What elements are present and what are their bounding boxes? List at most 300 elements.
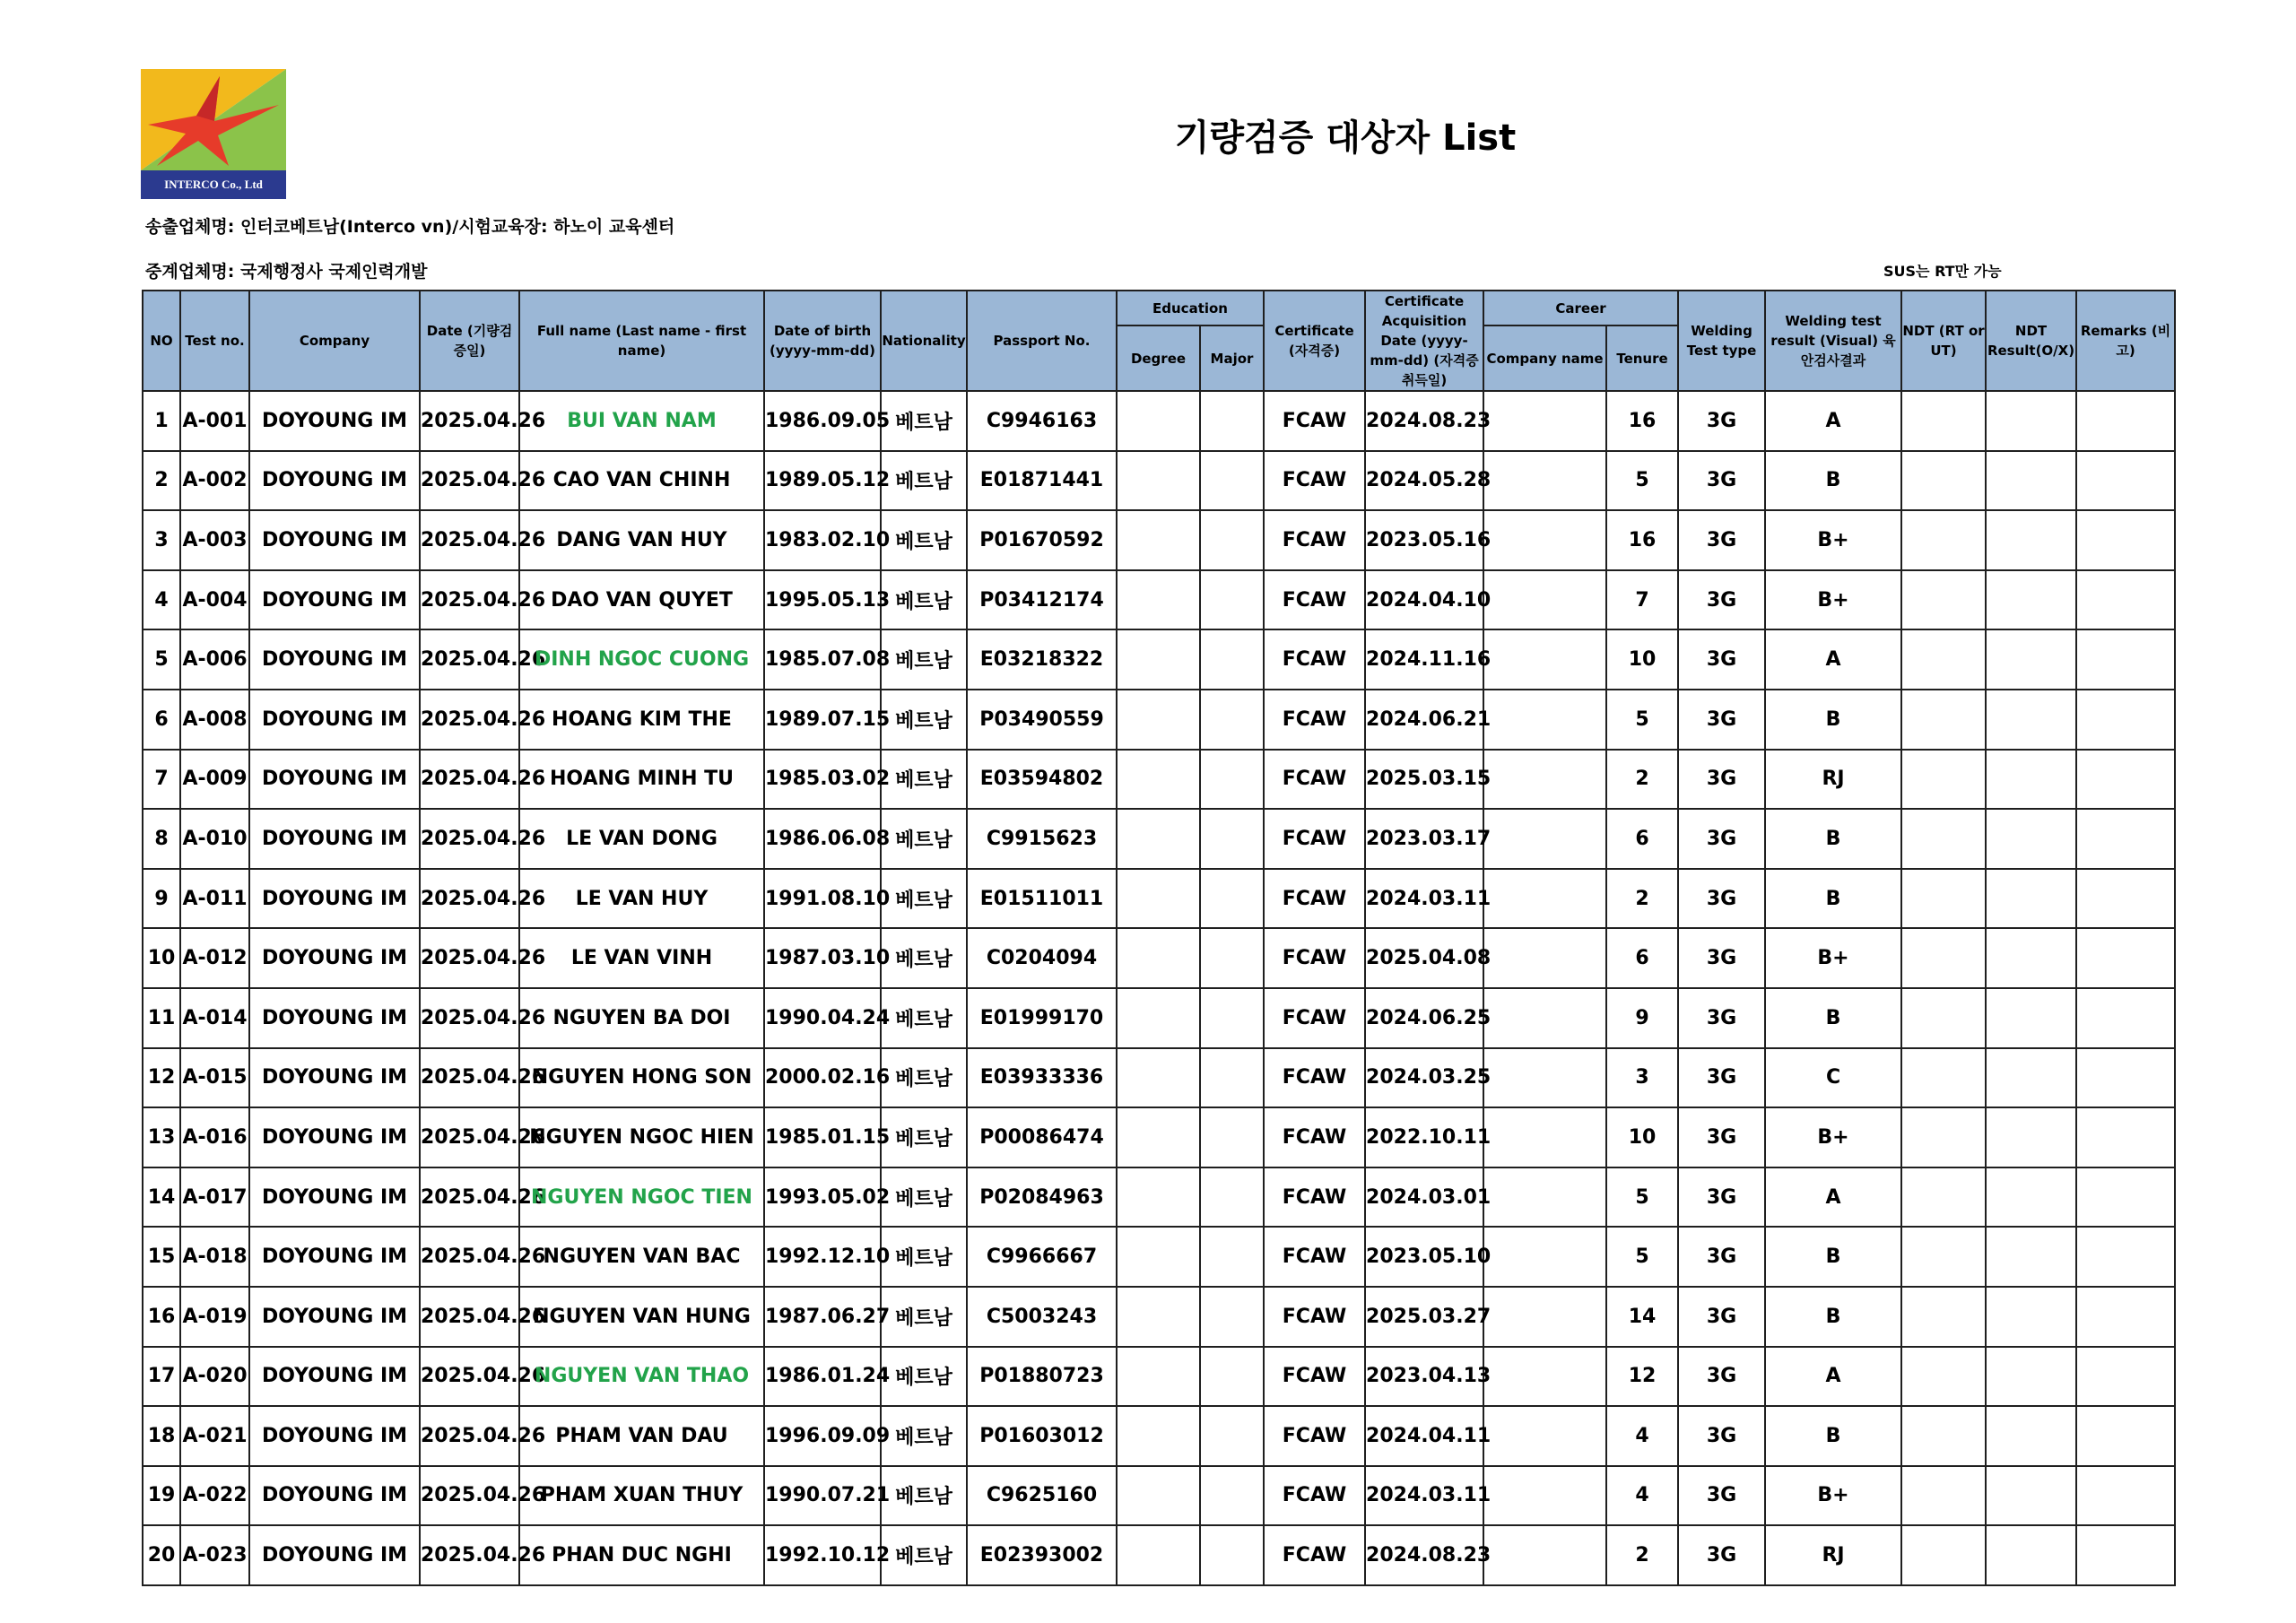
cell-date: 2025.04.26: [420, 1525, 519, 1585]
table-row: [143, 1466, 2175, 1526]
cell-remarks: [2076, 1167, 2175, 1228]
cell-test-no: A-012: [180, 928, 249, 988]
cell-test-no: A-008: [180, 690, 249, 750]
cell-welding-type: 3G: [1678, 629, 1765, 690]
company-logo: [141, 69, 286, 199]
cell-cert-date: 2024.06.21: [1365, 690, 1483, 750]
cell-major: [1200, 1287, 1264, 1347]
cell-date: 2025.04.26: [420, 1167, 519, 1228]
cell-welding-result: C: [1765, 1048, 1901, 1108]
cell-dob: 1992.12.10: [764, 1227, 881, 1287]
cell-company: DOYOUNG IM: [249, 451, 420, 511]
cell-major: [1200, 1525, 1264, 1585]
col-header-career: Career: [1483, 291, 1678, 325]
cell-remarks: [2076, 1347, 2175, 1407]
cell-certificate: FCAW: [1264, 1227, 1365, 1287]
cell-no: 15: [143, 1227, 180, 1287]
cell-degree: [1117, 510, 1200, 570]
cell-ndt: [1901, 451, 1986, 511]
cell-ndt-result: [1986, 750, 2076, 810]
cell-career-company: [1483, 629, 1606, 690]
cell-nationality: 베트남: [881, 1107, 967, 1167]
cell-full-name: NGUYEN HONG SON: [519, 1048, 764, 1108]
cell-ndt: [1901, 988, 1986, 1048]
cell-certificate: FCAW: [1264, 391, 1365, 451]
cell-major: [1200, 629, 1264, 690]
cell-company: DOYOUNG IM: [249, 1406, 420, 1466]
cell-welding-type: 3G: [1678, 451, 1765, 511]
cell-welding-result: A: [1765, 391, 1901, 451]
cell-degree: [1117, 1167, 1200, 1228]
cell-full-name: PHAM XUAN THUY: [519, 1466, 764, 1526]
cell-welding-type: 3G: [1678, 1287, 1765, 1347]
col-header-degree: Degree: [1117, 325, 1200, 391]
cell-ndt-result: [1986, 1227, 2076, 1287]
cell-tenure: 2: [1606, 750, 1678, 810]
cell-cert-date: 2024.05.28: [1365, 451, 1483, 511]
cell-dob: 1989.07.15: [764, 690, 881, 750]
cell-passport: E03933336: [967, 1048, 1117, 1108]
cell-tenure: 10: [1606, 629, 1678, 690]
cell-tenure: 14: [1606, 1287, 1678, 1347]
cell-ndt-result: [1986, 1048, 2076, 1108]
cell-remarks: [2076, 391, 2175, 451]
cell-major: [1200, 928, 1264, 988]
cell-dob: 1990.07.21: [764, 1466, 881, 1526]
col-header-dob: Date of birth (yyyy-mm-dd): [764, 291, 881, 391]
cell-welding-type: 3G: [1678, 510, 1765, 570]
cell-nationality: 베트남: [881, 1347, 967, 1407]
table-row: [143, 451, 2175, 511]
cell-date: 2025.04.26: [420, 451, 519, 511]
cell-remarks: [2076, 750, 2175, 810]
cell-passport: P02084963: [967, 1167, 1117, 1228]
cell-career-company: [1483, 869, 1606, 929]
cell-career-company: [1483, 1406, 1606, 1466]
cell-ndt: [1901, 391, 1986, 451]
cell-major: [1200, 1347, 1264, 1407]
cell-certificate: FCAW: [1264, 1347, 1365, 1407]
cell-cert-date: 2023.05.16: [1365, 510, 1483, 570]
cell-welding-type: 3G: [1678, 1347, 1765, 1407]
cell-no: 14: [143, 1167, 180, 1228]
cell-ndt-result: [1986, 928, 2076, 988]
cell-tenure: 6: [1606, 928, 1678, 988]
cell-certificate: FCAW: [1264, 869, 1365, 929]
col-header-education: Education: [1117, 291, 1264, 325]
cell-career-company: [1483, 510, 1606, 570]
cell-cert-date: 2024.04.11: [1365, 1406, 1483, 1466]
cell-certificate: FCAW: [1264, 690, 1365, 750]
cell-company: DOYOUNG IM: [249, 1167, 420, 1228]
cell-remarks: [2076, 1406, 2175, 1466]
cell-full-name: LE VAN HUY: [519, 869, 764, 929]
cell-major: [1200, 1227, 1264, 1287]
cell-full-name: DAO VAN QUYET: [519, 570, 764, 630]
cell-company: DOYOUNG IM: [249, 570, 420, 630]
cell-dob: 1990.04.24: [764, 988, 881, 1048]
cell-passport: E03594802: [967, 750, 1117, 810]
cell-welding-result: B+: [1765, 570, 1901, 630]
cell-welding-type: 3G: [1678, 1227, 1765, 1287]
cell-cert-date: 2023.05.10: [1365, 1227, 1483, 1287]
cell-ndt-result: [1986, 1466, 2076, 1526]
cell-welding-result: A: [1765, 1347, 1901, 1407]
cell-certificate: FCAW: [1264, 809, 1365, 869]
cell-welding-result: B: [1765, 809, 1901, 869]
cell-nationality: 베트남: [881, 690, 967, 750]
cell-date: 2025.04.26: [420, 1227, 519, 1287]
cell-ndt-result: [1986, 391, 2076, 451]
table-row: [143, 1525, 2175, 1585]
cell-full-name: NGUYEN VAN BAC: [519, 1227, 764, 1287]
cell-ndt-result: [1986, 1167, 2076, 1228]
cell-welding-result: B+: [1765, 1107, 1901, 1167]
cell-date: 2025.04.26: [420, 809, 519, 869]
col-header-certificate: Certificate (자격증): [1264, 291, 1365, 391]
cell-ndt: [1901, 690, 1986, 750]
cell-welding-type: 3G: [1678, 1406, 1765, 1466]
cell-dob: 1995.05.13: [764, 570, 881, 630]
cell-ndt: [1901, 570, 1986, 630]
cell-major: [1200, 869, 1264, 929]
cell-welding-type: 3G: [1678, 1525, 1765, 1585]
cell-degree: [1117, 451, 1200, 511]
cell-ndt: [1901, 750, 1986, 810]
cell-welding-result: A: [1765, 1167, 1901, 1228]
cell-dob: 1985.07.08: [764, 629, 881, 690]
cell-no: 12: [143, 1048, 180, 1108]
cell-remarks: [2076, 809, 2175, 869]
cell-tenure: 2: [1606, 869, 1678, 929]
col-header-full-name: Full name (Last name - first name): [519, 291, 764, 391]
cell-test-no: A-017: [180, 1167, 249, 1228]
cell-full-name: HOANG MINH TU: [519, 750, 764, 810]
cell-welding-type: 3G: [1678, 988, 1765, 1048]
cell-welding-type: 3G: [1678, 391, 1765, 451]
cell-full-name: CAO VAN CHINH: [519, 451, 764, 511]
cell-nationality: 베트남: [881, 1525, 967, 1585]
sus-note: SUS는 RT만 가능: [1883, 263, 2002, 280]
cell-ndt-result: [1986, 570, 2076, 630]
cell-cert-date: 2024.03.11: [1365, 1466, 1483, 1526]
cell-degree: [1117, 750, 1200, 810]
cell-date: 2025.04.26: [420, 1347, 519, 1407]
cell-nationality: 베트남: [881, 451, 967, 511]
cell-company: DOYOUNG IM: [249, 1525, 420, 1585]
cell-nationality: 베트남: [881, 1406, 967, 1466]
cell-tenure: 5: [1606, 690, 1678, 750]
cell-career-company: [1483, 391, 1606, 451]
cell-ndt: [1901, 1525, 1986, 1585]
cell-company: DOYOUNG IM: [249, 1048, 420, 1108]
cell-test-no: A-016: [180, 1107, 249, 1167]
cell-major: [1200, 451, 1264, 511]
cell-no: 9: [143, 869, 180, 929]
cell-passport: P01670592: [967, 510, 1117, 570]
cell-test-no: A-001: [180, 391, 249, 451]
cell-passport: C5003243: [967, 1287, 1117, 1347]
table-row: [143, 629, 2175, 690]
cell-remarks: [2076, 1107, 2175, 1167]
cell-dob: 2000.02.16: [764, 1048, 881, 1108]
cell-ndt: [1901, 629, 1986, 690]
cell-degree: [1117, 391, 1200, 451]
cell-welding-result: B: [1765, 988, 1901, 1048]
col-header-ndt-result: NDT Result(O/X): [1986, 291, 2076, 391]
cell-major: [1200, 1048, 1264, 1108]
cell-date: 2025.04.26: [420, 750, 519, 810]
table-row: [143, 1287, 2175, 1347]
cell-welding-result: B: [1765, 869, 1901, 929]
cell-nationality: 베트남: [881, 750, 967, 810]
cell-ndt-result: [1986, 1347, 2076, 1407]
cell-date: 2025.04.26: [420, 869, 519, 929]
cell-cert-date: 2024.03.25: [1365, 1048, 1483, 1108]
cell-remarks: [2076, 510, 2175, 570]
cell-nationality: 베트남: [881, 1466, 967, 1526]
cell-career-company: [1483, 928, 1606, 988]
cell-tenure: 2: [1606, 1525, 1678, 1585]
col-header-no: NO: [143, 291, 180, 391]
cell-major: [1200, 510, 1264, 570]
cell-cert-date: 2024.04.10: [1365, 570, 1483, 630]
cell-dob: 1987.03.10: [764, 928, 881, 988]
cell-company: DOYOUNG IM: [249, 510, 420, 570]
cell-ndt-result: [1986, 690, 2076, 750]
cell-full-name: LE VAN VINH: [519, 928, 764, 988]
col-header-ndt: NDT (RT or UT): [1901, 291, 1986, 391]
cell-certificate: FCAW: [1264, 510, 1365, 570]
cell-welding-result: B+: [1765, 510, 1901, 570]
cell-career-company: [1483, 690, 1606, 750]
cell-full-name: DINH NGOC CUONG: [519, 629, 764, 690]
cell-dob: 1983.02.10: [764, 510, 881, 570]
cell-ndt-result: [1986, 809, 2076, 869]
cell-major: [1200, 1107, 1264, 1167]
cell-full-name: NGUYEN VAN HUNG: [519, 1287, 764, 1347]
cell-company: DOYOUNG IM: [249, 1466, 420, 1526]
cell-career-company: [1483, 1167, 1606, 1228]
cell-cert-date: 2024.03.11: [1365, 869, 1483, 929]
cell-no: 18: [143, 1406, 180, 1466]
table-row: [143, 1406, 2175, 1466]
cell-date: 2025.04.26: [420, 629, 519, 690]
table-row: [143, 928, 2175, 988]
cell-date: 2025.04.26: [420, 690, 519, 750]
cell-major: [1200, 690, 1264, 750]
cell-ndt: [1901, 1227, 1986, 1287]
cell-no: 10: [143, 928, 180, 988]
cell-degree: [1117, 1287, 1200, 1347]
cell-major: [1200, 570, 1264, 630]
table-row: [143, 988, 2175, 1048]
cell-career-company: [1483, 451, 1606, 511]
cell-tenure: 12: [1606, 1347, 1678, 1407]
cell-date: 2025.04.26: [420, 928, 519, 988]
cell-degree: [1117, 1227, 1200, 1287]
cell-cert-date: 2023.04.13: [1365, 1347, 1483, 1407]
cell-company: DOYOUNG IM: [249, 750, 420, 810]
cell-remarks: [2076, 1466, 2175, 1526]
cell-welding-type: 3G: [1678, 869, 1765, 929]
cell-career-company: [1483, 1287, 1606, 1347]
table-row: [143, 510, 2175, 570]
cell-date: 2025.04.26: [420, 1048, 519, 1108]
cell-career-company: [1483, 1048, 1606, 1108]
cell-career-company: [1483, 988, 1606, 1048]
cell-cert-date: 2022.10.11: [1365, 1107, 1483, 1167]
cell-welding-type: 3G: [1678, 1107, 1765, 1167]
cell-test-no: A-023: [180, 1525, 249, 1585]
cell-welding-result: RJ: [1765, 750, 1901, 810]
cell-full-name: NGUYEN NGOC TIEN: [519, 1167, 764, 1228]
cell-dob: 1986.01.24: [764, 1347, 881, 1407]
col-header-test-no: Test no.: [180, 291, 249, 391]
cell-tenure: 3: [1606, 1048, 1678, 1108]
col-header-date: Date (기량검증일): [420, 291, 519, 391]
cell-no: 11: [143, 988, 180, 1048]
cell-welding-result: B: [1765, 1287, 1901, 1347]
cell-tenure: 5: [1606, 1167, 1678, 1228]
cell-welding-result: RJ: [1765, 1525, 1901, 1585]
cell-company: DOYOUNG IM: [249, 988, 420, 1048]
cell-nationality: 베트남: [881, 629, 967, 690]
cell-dob: 1993.05.02: [764, 1167, 881, 1228]
cell-test-no: A-019: [180, 1287, 249, 1347]
cell-remarks: [2076, 1227, 2175, 1287]
cell-nationality: 베트남: [881, 1227, 967, 1287]
cell-certificate: FCAW: [1264, 928, 1365, 988]
cell-tenure: 7: [1606, 570, 1678, 630]
cell-full-name: PHAN DUC NGHI: [519, 1525, 764, 1585]
cell-tenure: 9: [1606, 988, 1678, 1048]
table-body: [143, 391, 2175, 1585]
table-row: [143, 690, 2175, 750]
cell-career-company: [1483, 750, 1606, 810]
cell-passport: P00086474: [967, 1107, 1117, 1167]
cell-remarks: [2076, 869, 2175, 929]
col-header-major: Major: [1200, 325, 1264, 391]
cell-ndt-result: [1986, 510, 2076, 570]
col-header-remarks: Remarks (비고): [2076, 291, 2175, 391]
cell-nationality: 베트남: [881, 1167, 967, 1228]
cell-remarks: [2076, 1525, 2175, 1585]
cell-test-no: A-020: [180, 1347, 249, 1407]
cell-passport: C9946163: [967, 391, 1117, 451]
cell-major: [1200, 750, 1264, 810]
cell-test-no: A-014: [180, 988, 249, 1048]
cell-no: 3: [143, 510, 180, 570]
cell-nationality: 베트남: [881, 928, 967, 988]
cell-welding-result: B: [1765, 1227, 1901, 1287]
cell-dob: 1991.08.10: [764, 869, 881, 929]
cell-full-name: NGUYEN VAN THAO: [519, 1347, 764, 1407]
cell-welding-type: 3G: [1678, 570, 1765, 630]
cell-no: 6: [143, 690, 180, 750]
cell-full-name: NGUYEN BA DOI: [519, 988, 764, 1048]
cell-nationality: 베트남: [881, 570, 967, 630]
cell-degree: [1117, 1048, 1200, 1108]
cell-welding-type: 3G: [1678, 750, 1765, 810]
cell-passport: E01999170: [967, 988, 1117, 1048]
cell-test-no: A-002: [180, 451, 249, 511]
cell-nationality: 베트남: [881, 988, 967, 1048]
cell-major: [1200, 1466, 1264, 1526]
cell-company: DOYOUNG IM: [249, 1347, 420, 1407]
cell-remarks: [2076, 570, 2175, 630]
cell-passport: P03412174: [967, 570, 1117, 630]
cell-no: 16: [143, 1287, 180, 1347]
cell-career-company: [1483, 1466, 1606, 1526]
cell-welding-result: A: [1765, 629, 1901, 690]
cell-major: [1200, 809, 1264, 869]
cell-remarks: [2076, 451, 2175, 511]
table-row: [143, 1107, 2175, 1167]
cell-test-no: A-009: [180, 750, 249, 810]
table-row: [143, 750, 2175, 810]
cell-no: 7: [143, 750, 180, 810]
cell-remarks: [2076, 988, 2175, 1048]
cell-certificate: FCAW: [1264, 1287, 1365, 1347]
agency-company-line: 중계업체명: 국제행정사 국제인력개발: [145, 262, 428, 282]
cell-degree: [1117, 1525, 1200, 1585]
cell-test-no: A-011: [180, 869, 249, 929]
cell-company: DOYOUNG IM: [249, 391, 420, 451]
table-row: [143, 1048, 2175, 1108]
cell-nationality: 베트남: [881, 1287, 967, 1347]
cell-passport: C9966667: [967, 1227, 1117, 1287]
cell-career-company: [1483, 1347, 1606, 1407]
table-row: [143, 809, 2175, 869]
cell-dob: 1987.06.27: [764, 1287, 881, 1347]
cell-test-no: A-022: [180, 1466, 249, 1526]
cell-passport: E03218322: [967, 629, 1117, 690]
table-row: [143, 570, 2175, 630]
col-header-nationality: Nationality: [881, 291, 967, 391]
cell-nationality: 베트남: [881, 869, 967, 929]
cell-degree: [1117, 928, 1200, 988]
cell-ndt: [1901, 1406, 1986, 1466]
cell-no: 4: [143, 570, 180, 630]
cell-company: DOYOUNG IM: [249, 629, 420, 690]
col-header-cert-date: Certificate Acquisition Date (yyyy-mm-dd) (자격증취득일): [1365, 291, 1483, 391]
cell-remarks: [2076, 1048, 2175, 1108]
table-row: [143, 869, 2175, 929]
col-header-welding-result: Welding test result (Visual) 육안검사결과: [1765, 291, 1901, 391]
cell-major: [1200, 391, 1264, 451]
cell-nationality: 베트남: [881, 391, 967, 451]
cell-certificate: FCAW: [1264, 1048, 1365, 1108]
cell-no: 8: [143, 809, 180, 869]
col-header-company: Company: [249, 291, 420, 391]
cell-welding-type: 3G: [1678, 1048, 1765, 1108]
cell-dob: 1985.03.02: [764, 750, 881, 810]
cell-welding-type: 3G: [1678, 928, 1765, 988]
cell-tenure: 4: [1606, 1406, 1678, 1466]
cell-tenure: 10: [1606, 1107, 1678, 1167]
cell-date: 2025.04.26: [420, 510, 519, 570]
cell-welding-result: B+: [1765, 1466, 1901, 1526]
cell-date: 2025.04.26: [420, 1287, 519, 1347]
cell-certificate: FCAW: [1264, 1406, 1365, 1466]
cell-ndt-result: [1986, 988, 2076, 1048]
cell-ndt-result: [1986, 629, 2076, 690]
cell-test-no: A-004: [180, 570, 249, 630]
cell-certificate: FCAW: [1264, 570, 1365, 630]
cell-cert-date: 2024.06.25: [1365, 988, 1483, 1048]
cell-welding-result: B+: [1765, 928, 1901, 988]
